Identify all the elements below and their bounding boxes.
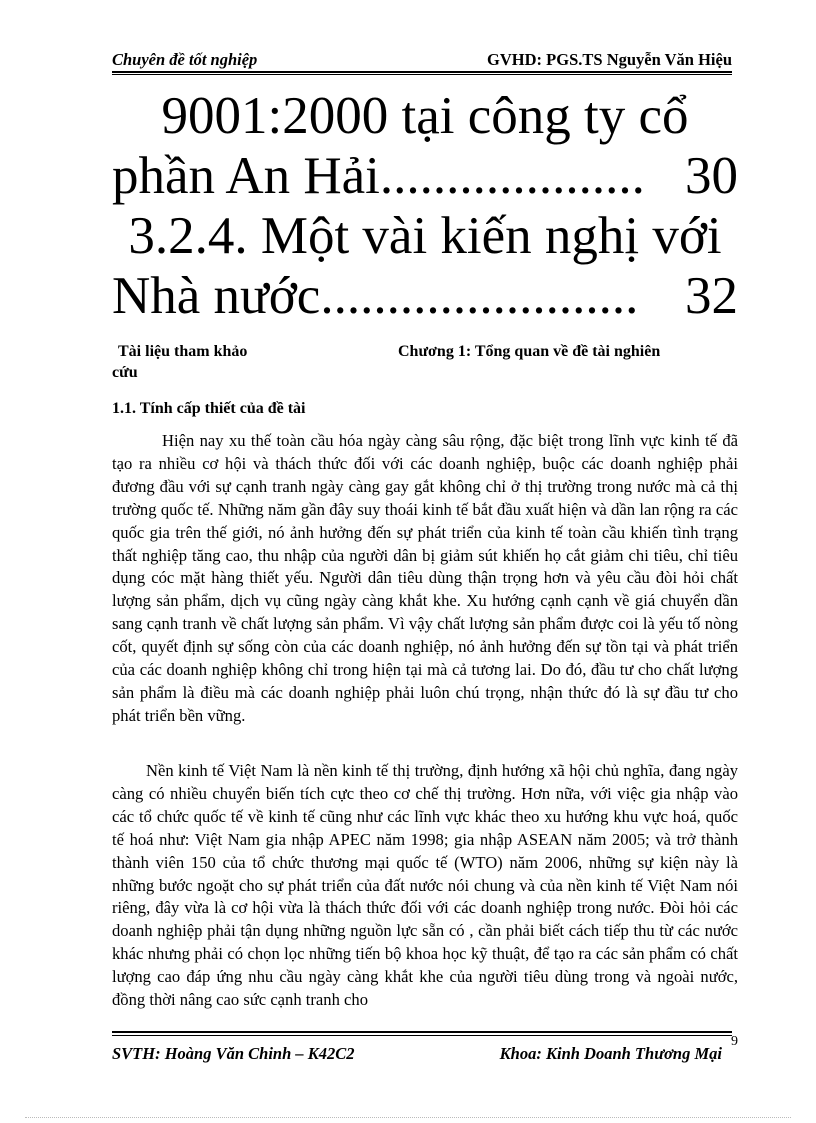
footer-rule bbox=[112, 1031, 732, 1033]
footer-rule-thin bbox=[112, 1035, 732, 1036]
header-thesis-label: Chuyên đề tốt nghiệp bbox=[112, 50, 258, 69]
toc-large-line-4 bbox=[112, 264, 738, 328]
toc-page-number: 30 bbox=[685, 147, 738, 205]
section-title: 1.1. Tính cấp thiết của đề tài bbox=[112, 400, 306, 417]
header-rule bbox=[112, 71, 732, 73]
toc-entry-title: phần An Hải bbox=[112, 147, 380, 205]
toc-entry-title: Nhà nước bbox=[112, 267, 321, 325]
page-footer bbox=[112, 1044, 722, 1064]
header-rule-thin bbox=[112, 74, 732, 75]
paragraph-2 bbox=[112, 760, 738, 1012]
footer-faculty: Khoa: Kinh Doanh Thương Mại bbox=[499, 1044, 722, 1063]
page-header bbox=[112, 50, 732, 70]
paragraph-2-text: Nền kinh tế Việt Nam là nền kinh tế thị trường, định hướng xã hội chủ nghĩa, đang ngày càng có nhiều chuyển biến tích cực theo cơ chế thị trường. Hơn nữa, với việc gia nhập vào các tổ chức quốc tế về kinh tế cũng như các lĩnh vực khác theo xu hướng khu vực hoá, quốc tế hoá như: Việt Nam gia nhập APEC năm 1998; gia nhập ASEAN năm 2005; và trở thành thành viên 150 của tổ chức thương mại quốc tế (WTO) năm 2006, những sự kiện này là những bước ngoặt cho sự phát triển của đất nước nói chung và của nền kinh tế Việt Nam nói riêng, đây vừa là cơ hội vừa là thách thức đối với các doanh nghiệp trong nước. Đòi hỏi các doanh nghiệp phải tận dụng những nguồn lực sẵn có , cần phải biết cách tiếp thu từ các nước khác nhưng phải có chọn lọc những tiến bộ khoa học kỹ thuật, để tạo ra các sản phẩm có chất lượng cao đáp ứng nhu cầu ngày càng khắt khe của người tiêu dùng trong và ngoài nước, đồng thời nâng cao sức cạnh tranh cho bbox=[112, 761, 738, 1010]
page-bottom-border bbox=[25, 1117, 791, 1118]
paragraph-1-text: Hiện nay xu thế toàn cầu hóa ngày càng sâu rộng, đặc biệt trong lĩnh vực kinh tế đã tạo ra nhiều cơ hội và thách thức đối với các doanh nghiệp, buộc các doanh nghiệp phải đương đầu với sự cạnh tranh ngày càng gay gắt không chỉ ở thị trường trong nước mà cả thị trường quốc tế. Những năm gần đây suy thoái kinh tế bắt đầu xuất hiện và dần lan rộng ra các quốc gia trên thế giới, nó ảnh hưởng đến sự phát triển của kinh tế toàn cầu khiến tình trạng thất nghiệp tăng cao, thu nhập của người dân bị giảm sút khiến họ cắt giảm chi tiêu, chỉ tiêu dụng cóc mặt hàng thiết yếu. Người dân tiêu dùng thận trọng hơn và yêu cầu đòi hỏi chất lượng sản phẩm, dịch vụ cũng ngày càng khắt khe. Xu hướng cạnh cạnh về giá chuyển dần sang cạnh tranh về chất lượng sản phẩm. Vì vậy chất lượng sản phẩm được coi là yếu tố nòng cốt, quyết định sự sống còn của các doanh nghiệp, nó ảnh hưởng đến sự tồn tại và phát triển của các doanh nghiệp không chỉ trong hiện tại mà cả tương lai. Do đó, đầu tư cho chất lượng sản phẩm là điều mà các doanh nghiệp phải luôn chú trọng, nhận thức đó là sự đầu tư cho phát triển bền vững. bbox=[112, 431, 738, 725]
paragraph-1 bbox=[112, 430, 738, 728]
toc-references: Tài liệu tham khảo bbox=[118, 343, 248, 360]
header-advisor: GVHD: PGS.TS Nguyễn Văn Hiệu bbox=[487, 50, 732, 69]
toc-large-line-1: 9001:2000 tại công ty cổ bbox=[161, 87, 689, 145]
footer-student: SVTH: Hoàng Văn Chinh – K42C2 bbox=[112, 1044, 355, 1063]
toc-page-number: 32 bbox=[685, 267, 738, 325]
toc-references-cont: cứu bbox=[112, 364, 138, 381]
page-number: 9 bbox=[731, 1034, 738, 1049]
toc-leader-dots: ........................ bbox=[320, 267, 639, 325]
toc-chapter-1: Chương 1: Tổng quan về đề tài nghiên bbox=[398, 343, 661, 360]
toc-large-line-2 bbox=[112, 144, 738, 208]
toc-large-line-3: 3.2.4. Một vài kiến nghị với bbox=[128, 207, 722, 265]
toc-leader-dots: .................... bbox=[379, 147, 645, 205]
